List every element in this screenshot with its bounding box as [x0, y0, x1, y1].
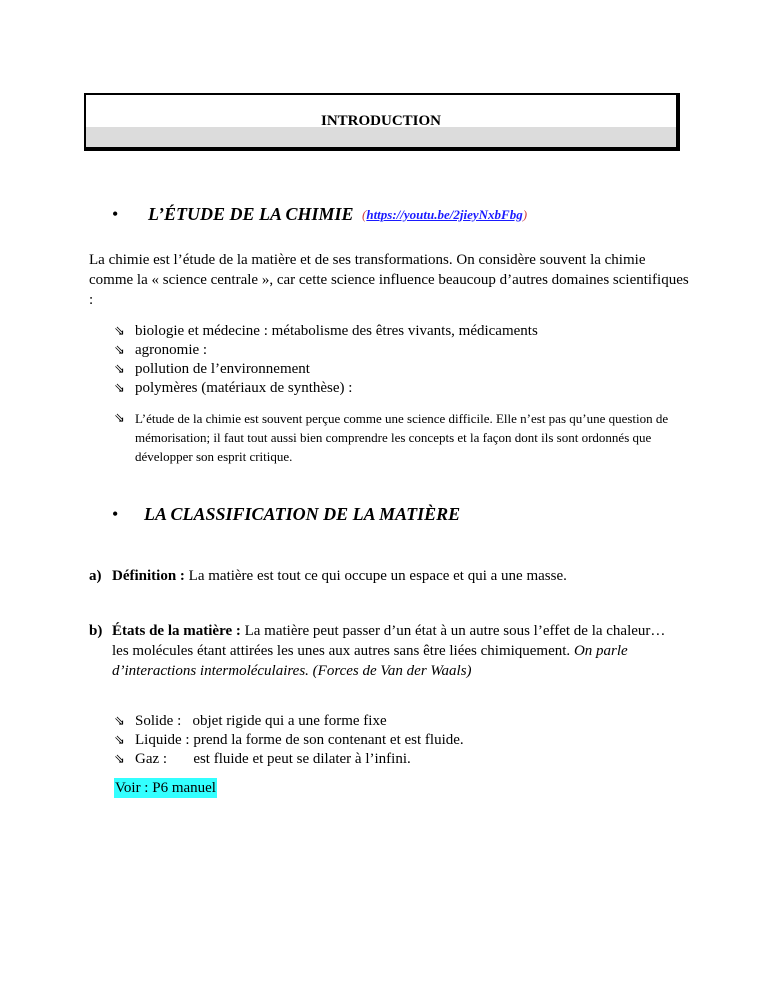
title-box: [84, 93, 680, 151]
arrow-icon: ⇘: [114, 714, 125, 729]
list-item-text: pollution de l’environnement: [135, 361, 310, 377]
item-text: La matière est tout ce qui occupe un espace et qui a une masse.: [184, 568, 567, 584]
arrow-icon: ⇘: [114, 411, 125, 426]
list-item-text: Solide : objet rigide qui a une forme fixe: [135, 713, 387, 729]
title-box-shade: [86, 127, 676, 147]
list-item: [114, 712, 464, 731]
arrow-icon: ⇘: [114, 752, 125, 767]
video-link-wrapper[interactable]: [362, 207, 527, 223]
section-title: L’ÉTUDE DE LA CHIMIE: [148, 204, 354, 224]
list-item: [114, 341, 538, 360]
video-link[interactable]: https://youtu.be/2jieyNxbFbg: [366, 207, 523, 222]
bullet-icon: •: [112, 504, 119, 524]
arrow-icon: ⇘: [114, 343, 125, 358]
link-open-paren: (: [362, 207, 367, 222]
arrow-icon: ⇘: [114, 362, 125, 377]
arrow-icon: ⇘: [114, 324, 125, 339]
item-content: [89, 566, 679, 586]
list-item-text: biologie et médecine : métabolisme des êtres vivants, médicaments: [135, 323, 538, 339]
section-title: LA CLASSIFICATION DE LA MATIÈRE: [144, 504, 461, 524]
domains-list: [114, 322, 538, 398]
list-item: [114, 731, 464, 750]
item-label: a): [89, 568, 102, 584]
definition-item: [89, 566, 679, 586]
item-italic-note: On parle d’interactions intermoléculaires. (Forces de Van der Waals): [112, 643, 628, 679]
study-note-text: L’étude de la chimie est souvent perçue comme une science difficile. Elle n’est pas qu’une question de mémorisation; il faut tout aussi bien comprendre les concepts et la façon dont ils sont ordonnés que développer son esprit critique.: [135, 411, 669, 464]
item-term: Définition :: [112, 568, 185, 584]
list-item-text: Liquide : prend la forme de son contenant et est fluide.: [135, 732, 464, 748]
bullet-icon: •: [112, 204, 119, 224]
list-item-text: agronomie :: [135, 342, 208, 358]
item-text: La matière peut passer d’un état à un autre sous l’effet de la chaleur…les molécules étant attirées les unes aux autres sans être liées chimiquement.: [112, 623, 666, 659]
page-title: INTRODUCTION: [320, 113, 441, 129]
list-item: [114, 360, 538, 379]
list-item-text: Gaz : est fluide et peut se dilater à l’infini.: [135, 751, 411, 767]
list-item: [114, 379, 538, 398]
list-item-text: polymères (matériaux de synthèse) :: [135, 380, 353, 396]
states-list: [114, 712, 464, 769]
list-item: [114, 750, 464, 769]
arrow-icon: ⇘: [114, 733, 125, 748]
states-item: [89, 621, 679, 681]
list-item: [114, 322, 538, 341]
link-close-paren: ): [522, 207, 528, 222]
manual-reference: Voir : P6 manuel: [115, 780, 216, 796]
study-note: [114, 409, 704, 466]
item-label: b): [89, 623, 103, 639]
intro-paragraph: La chimie est l’étude de la matière et de ses transformations. On considère souvent la chimie comme la « science centrale », car cette science influence beaucoup d’autres domaines scientifiques :: [89, 252, 689, 308]
arrow-icon: ⇘: [114, 381, 125, 396]
item-term: États de la matière :: [112, 623, 241, 639]
item-content: [89, 621, 679, 681]
